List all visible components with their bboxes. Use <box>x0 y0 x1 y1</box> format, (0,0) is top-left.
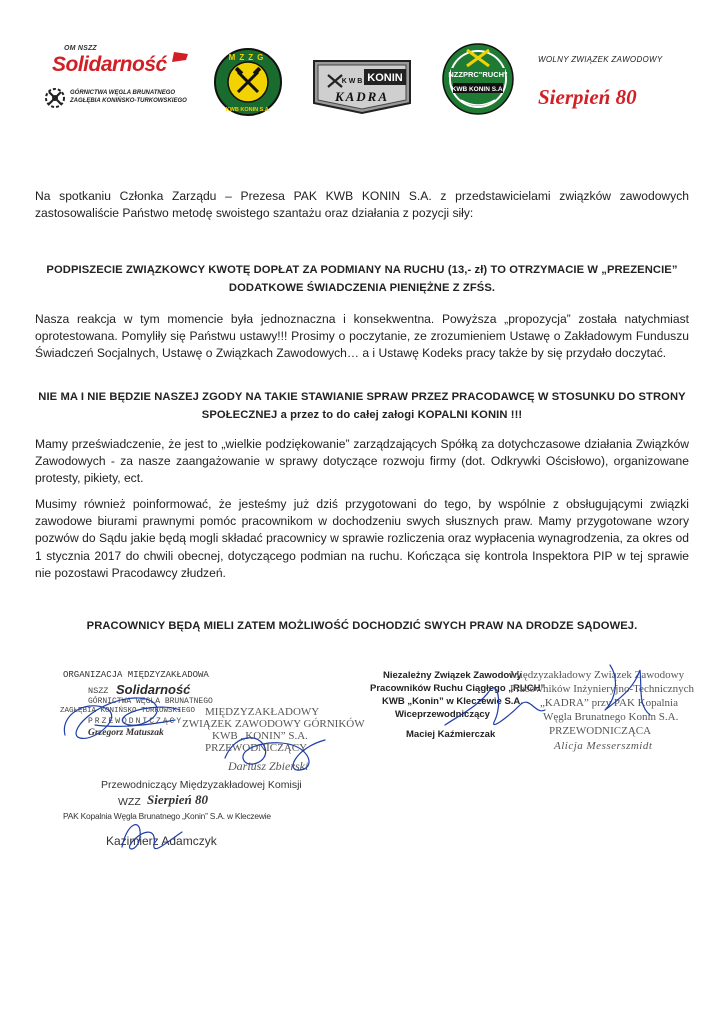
handwritten-signature-zbierski <box>215 728 335 778</box>
sig-mzzg-line4: PRZEWODNICZĄCY <box>205 742 308 754</box>
kadra-logo-konin: KONIN <box>367 72 403 84</box>
solidarnosc-logo-sub2: ZAGŁĘBIA KONIŃSKO-TURKOWSKIEGO <box>70 98 187 104</box>
sig-ruch-line1: Niezależny Związek Zawodowy <box>383 670 522 681</box>
sig-mzzg-line2: ZWIĄZEK ZAWODOWY GÓRNIKÓW <box>182 718 365 730</box>
handwritten-signature-matuszak <box>55 680 185 750</box>
ruch-logo-line2: KWB KONIN S.A. <box>451 86 505 93</box>
heading-demand: PODPISZECIE ZWIĄZKOWCY KWOTĘ DOPŁAT ZA PODMIANY NA RUCHU (13,- zł) TO OTRZYMACIE W „PREZENCIE” DODATKOWE ŚWIADCZENIA PIENIĘŻNE Z ZFŚS. <box>46 264 678 294</box>
sig-sierpien-line2: WZZ <box>118 796 141 808</box>
sig-solidarnosc-line4: ZAGŁĘBIA KONIŃSKO-TURKOWSKIEGO <box>60 707 196 715</box>
solidarnosc-logo-name: Solidarność <box>52 53 167 76</box>
heading-no-consent: NIE MA I NIE BĘDZIE NASZEJ ZGODY NA TAKIE STAWIANIE SPRAW PRZEZ PRACODAWCĘ W STOSUNKU DO STRONY SPOŁECZNEJ a przez to do całej załogi KOPALNI KONIN !!! <box>38 391 686 421</box>
sig-mzzg-name: Dariusz Zbierski <box>228 759 309 773</box>
sig-solidarnosc-line3: GÓRNICTWA WĘGLA BRUNATNEGO <box>88 697 213 706</box>
sig-solidarnosc-line5: PRZEWODNICZĄCY <box>88 717 184 726</box>
sig-kadra-line3: „KADRA” przy PAK Kopalnia <box>540 697 678 709</box>
sierpien-logo-name: Sierpień 80 <box>538 85 637 109</box>
mzzg-logo-bottom: KWB KONIN S.A. <box>225 107 271 113</box>
sig-ruch-name: Maciej Kaźmierczak <box>406 729 496 740</box>
ruch-logo <box>441 42 515 116</box>
sig-solidarnosc-name: Grzegorz Matuszak <box>88 728 164 738</box>
sig-solidarnosc-line2: NSZZ <box>88 686 109 696</box>
sig-sierpien-line1: Przewodniczący Międzyzakładowej Komisji <box>101 779 302 791</box>
sig-ruch-line4: Wiceprzewodniczący <box>395 709 490 720</box>
solidarnosc-logo <box>42 45 207 115</box>
sig-solidarnosc-stamp-logo: Solidarność <box>116 682 191 697</box>
ruch-logo-line1: NZZPRC"RUCH" <box>448 70 508 79</box>
sig-kadra-line5: PRZEWODNICZĄCA <box>549 725 652 737</box>
sig-sierpien-line2b: Sierpień 80 <box>147 792 209 807</box>
sig-mzzg-line1: MIĘDZYZAKŁADOWY <box>205 706 320 718</box>
flag-icon <box>170 50 190 64</box>
sig-kadra-name: Alicja Messerszmidt <box>554 740 653 752</box>
heading-court: PRACOWNICY BĘDĄ MIELI ZATEM MOŻLIWOŚĆ DOCHODZIĆ SWYCH PRAW NA DRODZE SĄDOWEJ. <box>86 620 638 632</box>
sierpien-logo-top: WOLNY ZWIĄZEK ZAWODOWY <box>538 55 663 64</box>
sig-mzzg-line3: KWB „KONIN” S.A. <box>212 730 308 742</box>
paragraph-legal: Musimy również poinformować, że jesteśmy już dziś przygotowani do tego, by wspólnie z obsługującymi związki zawodowe biurami prawnymi pomóc pracownikom w dochodzeniu swych słusznych praw. Mamy przygotowane wzory pozwów do Sądu jakie będą mogli składać pracownicy w sprawie rozliczenia oraz wypłacenia wynagrodzenia, za okres od 1 stycznia 2017 do chwili obecnej, dotyczącego podmian na ruchu. Kończąca się kontrola Inspektora PIP w tej sprawie nie pozostawi Pracodawcy złudzeń. <box>35 497 689 580</box>
solidarnosc-logo-top: OM NSZZ <box>64 45 97 52</box>
kadra-logo <box>308 53 416 115</box>
paragraph-reaction: Nasza reakcja w tym momencie była jednoznaczna i konsekwentna. Powyższa „propozycja” została natychmiast oprotestowana. Pomyliły się Państwu ustawy!!! Prosimy o poczytanie, ze zrozumieniem Ustawę o Zakładowym Funduszu Świadczeń Socjalnych, Ustawę o Związkach Zawodowych… a i Ustawę Kodeks pracy także by się przydało doczytać. <box>35 312 689 361</box>
solidarnosc-logo-sub1: GÓRNICTWA WĘGLA BRUNATNEGO <box>70 90 176 96</box>
sig-kadra-line4: Węgla Brunatnego Konin S.A. <box>543 711 679 723</box>
sig-solidarnosc-line1: ORGANIZACJA MIĘDZYZAKŁADOWA <box>63 670 209 680</box>
kadra-logo-letters: K W B <box>341 78 363 85</box>
sig-ruch-line3: KWB „Konin” w Kleczewie S.A. <box>382 696 523 707</box>
mzzg-logo-top: MZZG <box>228 53 268 62</box>
paragraph-intro: Na spotkaniu Członka Zarządu – Prezesa PAK KWB KONIN S.A. z przedstawicielami związków zawodowych zastosowaliście Państwo metodę swoistego szantażu oraz działania z pozycji siły: <box>35 189 689 221</box>
sig-sierpien-name: Kazimierz Adamczyk <box>106 834 217 848</box>
sig-sierpien-line3: PAK Kopalnia Węgla Brunatnego „Konin” S.A. w Kleczewie <box>63 811 271 821</box>
sig-ruch-line2: Pracowników Ruchu Ciągłego „RUCH” <box>370 683 546 694</box>
kadra-logo-name: KADRA <box>334 89 390 104</box>
sierpien-logo <box>538 55 668 115</box>
handwritten-signature-messerszmidt <box>580 655 670 725</box>
sig-kadra-line2: Pracowników Inżynieryjno-Technicznych <box>510 683 695 695</box>
sig-kadra-line1: Międzyzakładowy Związek Zawodowy <box>510 669 685 681</box>
paragraph-gratitude: Mamy przeświadczenie, że jest to „wielkie podziękowanie” zarządzających Spółką za dotychczasowe działania Związków Zawodowych - za nasze zaangażowanie w sprawy dotyczące rozwoju firmy (dot. Odkrywki Ościsłowo), organizowane protesty, pikiety, ect. <box>35 437 689 486</box>
mzzg-logo <box>213 47 283 117</box>
hammer-pick-icon <box>44 87 66 109</box>
handwritten-signature-adamczyk <box>112 812 192 862</box>
